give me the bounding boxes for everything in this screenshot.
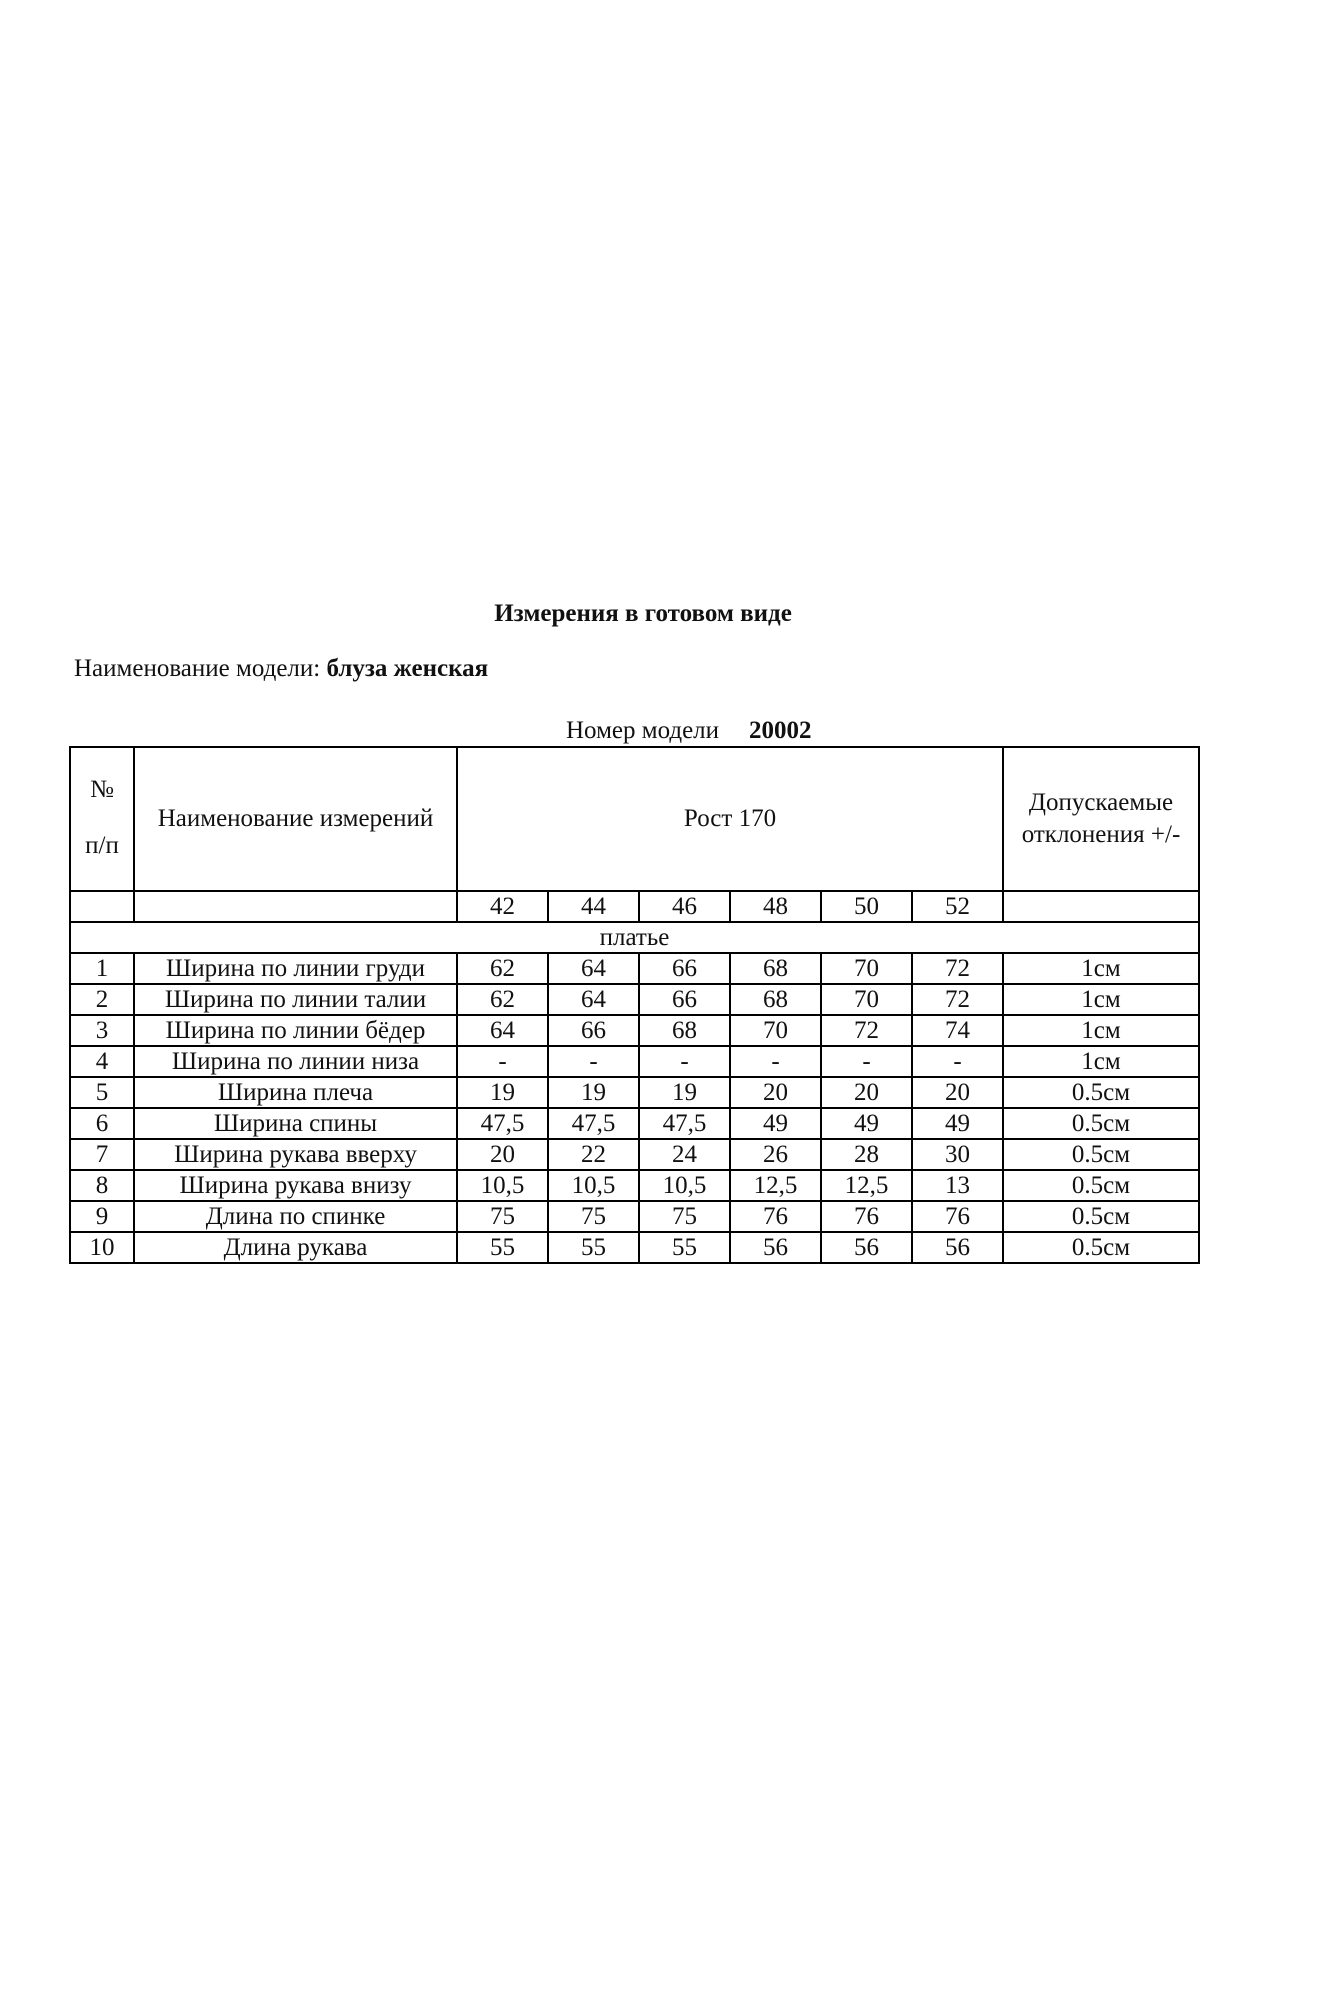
table-row xyxy=(70,1077,1199,1108)
model-name-label: Наименование модели: xyxy=(74,655,321,682)
measurement-value: 72 xyxy=(912,953,1003,984)
measurement-value: - xyxy=(821,1046,912,1077)
measurement-value: 72 xyxy=(821,1015,912,1046)
model-number-line xyxy=(566,715,812,747)
measurement-name: Ширина по линии талии xyxy=(134,984,457,1015)
measurement-value: - xyxy=(639,1046,730,1077)
measurement-value: 68 xyxy=(730,984,821,1015)
model-name-line xyxy=(74,653,488,685)
measurement-value: - xyxy=(912,1046,1003,1077)
size-cell: 42 xyxy=(457,891,548,922)
table-row xyxy=(70,1015,1199,1046)
row-number: 8 xyxy=(70,1170,134,1201)
row-number: 5 xyxy=(70,1077,134,1108)
measurement-value: 12,5 xyxy=(821,1170,912,1201)
document-title: Измерения в готовом виде xyxy=(494,600,792,627)
model-number-label: Номер модели xyxy=(566,717,720,744)
measurement-value: 47,5 xyxy=(639,1108,730,1139)
tolerance-value: 1см xyxy=(1003,984,1199,1015)
measurement-value: 76 xyxy=(821,1201,912,1232)
tolerance-value: 1см xyxy=(1003,953,1199,984)
measurement-value: - xyxy=(730,1046,821,1077)
header-number-cell xyxy=(70,747,134,891)
measurement-value: 64 xyxy=(548,984,639,1015)
table-row xyxy=(70,1232,1199,1263)
measurement-name: Ширина по линии низа xyxy=(134,1046,457,1077)
table-row xyxy=(70,953,1199,984)
measurement-value: 24 xyxy=(639,1139,730,1170)
measurement-value: 75 xyxy=(548,1201,639,1232)
measurement-value: 20 xyxy=(730,1077,821,1108)
row-number: 6 xyxy=(70,1108,134,1139)
table-row xyxy=(70,1108,1199,1139)
measurement-value: 12,5 xyxy=(730,1170,821,1201)
measurement-value: 20 xyxy=(912,1077,1003,1108)
measurement-value: 62 xyxy=(457,984,548,1015)
measurement-value: 49 xyxy=(912,1108,1003,1139)
header-tolerance: Допускаемые отклонения +/- xyxy=(1003,747,1199,891)
tolerance-value: 1см xyxy=(1003,1015,1199,1046)
measurement-value: - xyxy=(548,1046,639,1077)
measurement-value: 10,5 xyxy=(639,1170,730,1201)
tolerance-value: 1см xyxy=(1003,1046,1199,1077)
sizes-row-empty-no xyxy=(70,891,134,922)
size-cell: 50 xyxy=(821,891,912,922)
measurement-value: 19 xyxy=(548,1077,639,1108)
measurement-value: 76 xyxy=(730,1201,821,1232)
measurement-value: 10,5 xyxy=(548,1170,639,1201)
row-number: 2 xyxy=(70,984,134,1015)
table-row xyxy=(70,1201,1199,1232)
model-name-value: блуза женская xyxy=(326,655,489,682)
measurement-name: Длина рукава xyxy=(134,1232,457,1263)
measurement-name: Ширина по линии бёдер xyxy=(134,1015,457,1046)
row-number: 7 xyxy=(70,1139,134,1170)
measurement-value: 68 xyxy=(730,953,821,984)
measurements-table xyxy=(69,746,1200,1264)
table-row xyxy=(70,984,1199,1015)
sizes-row-empty-tol xyxy=(1003,891,1199,922)
row-number: 3 xyxy=(70,1015,134,1046)
header-measurement-name: Наименование измерений xyxy=(134,747,457,891)
section-label: платье xyxy=(70,922,1199,953)
measurement-value: 70 xyxy=(730,1015,821,1046)
measurement-value: 62 xyxy=(457,953,548,984)
size-cell: 46 xyxy=(639,891,730,922)
row-number: 9 xyxy=(70,1201,134,1232)
measurement-value: 75 xyxy=(457,1201,548,1232)
header-number-symbol: № xyxy=(90,776,114,803)
measurement-value: 22 xyxy=(548,1139,639,1170)
measurement-value: 70 xyxy=(821,984,912,1015)
size-cell: 52 xyxy=(912,891,1003,922)
measurement-value: 55 xyxy=(548,1232,639,1263)
measurement-value: 74 xyxy=(912,1015,1003,1046)
measurement-value: 10,5 xyxy=(457,1170,548,1201)
header-height: Рост 170 xyxy=(457,747,1003,891)
table-header-row xyxy=(70,747,1199,891)
measurement-value: 20 xyxy=(821,1077,912,1108)
measurement-value: 20 xyxy=(457,1139,548,1170)
measurement-value: 56 xyxy=(912,1232,1003,1263)
measurement-value: 55 xyxy=(639,1232,730,1263)
tolerance-value: 0.5см xyxy=(1003,1139,1199,1170)
measurement-value: - xyxy=(457,1046,548,1077)
table-row xyxy=(70,1170,1199,1201)
tolerance-value: 0.5см xyxy=(1003,1077,1199,1108)
measurement-value: 47,5 xyxy=(457,1108,548,1139)
sizes-row-empty-name xyxy=(134,891,457,922)
measurement-value: 68 xyxy=(639,1015,730,1046)
measurement-name: Длина по спинке xyxy=(134,1201,457,1232)
measurement-value: 76 xyxy=(912,1201,1003,1232)
table-row xyxy=(70,1139,1199,1170)
measurement-value: 64 xyxy=(457,1015,548,1046)
measurement-value: 66 xyxy=(548,1015,639,1046)
row-number: 10 xyxy=(70,1232,134,1263)
measurement-value: 56 xyxy=(730,1232,821,1263)
measurement-value: 75 xyxy=(639,1201,730,1232)
measurement-name: Ширина плеча xyxy=(134,1077,457,1108)
model-number-value: 20002 xyxy=(749,717,812,744)
size-cell: 48 xyxy=(730,891,821,922)
tolerance-value: 0.5см xyxy=(1003,1108,1199,1139)
measurement-value: 30 xyxy=(912,1139,1003,1170)
measurement-value: 47,5 xyxy=(548,1108,639,1139)
tolerance-value: 0.5см xyxy=(1003,1170,1199,1201)
measurement-name: Ширина рукава вверху xyxy=(134,1139,457,1170)
size-cell: 44 xyxy=(548,891,639,922)
measurement-value: 49 xyxy=(821,1108,912,1139)
measurement-value: 19 xyxy=(457,1077,548,1108)
measurement-name: Ширина спины xyxy=(134,1108,457,1139)
measurement-value: 70 xyxy=(821,953,912,984)
measurement-value: 64 xyxy=(548,953,639,984)
measurement-value: 13 xyxy=(912,1170,1003,1201)
measurement-value: 19 xyxy=(639,1077,730,1108)
measurement-name: Ширина рукава внизу xyxy=(134,1170,457,1201)
measurement-value: 66 xyxy=(639,953,730,984)
section-row xyxy=(70,922,1199,953)
sizes-row xyxy=(70,891,1199,922)
row-number: 4 xyxy=(70,1046,134,1077)
header-number-pp: п/п xyxy=(85,832,119,859)
tolerance-value: 0.5см xyxy=(1003,1201,1199,1232)
table-row xyxy=(70,1046,1199,1077)
measurement-value: 26 xyxy=(730,1139,821,1170)
measurement-value: 55 xyxy=(457,1232,548,1263)
measurement-value: 66 xyxy=(639,984,730,1015)
measurement-name: Ширина по линии груди xyxy=(134,953,457,984)
measurement-value: 49 xyxy=(730,1108,821,1139)
measurement-value: 56 xyxy=(821,1232,912,1263)
tolerance-value: 0.5см xyxy=(1003,1232,1199,1263)
measurement-value: 28 xyxy=(821,1139,912,1170)
row-number: 1 xyxy=(70,953,134,984)
measurement-value: 72 xyxy=(912,984,1003,1015)
